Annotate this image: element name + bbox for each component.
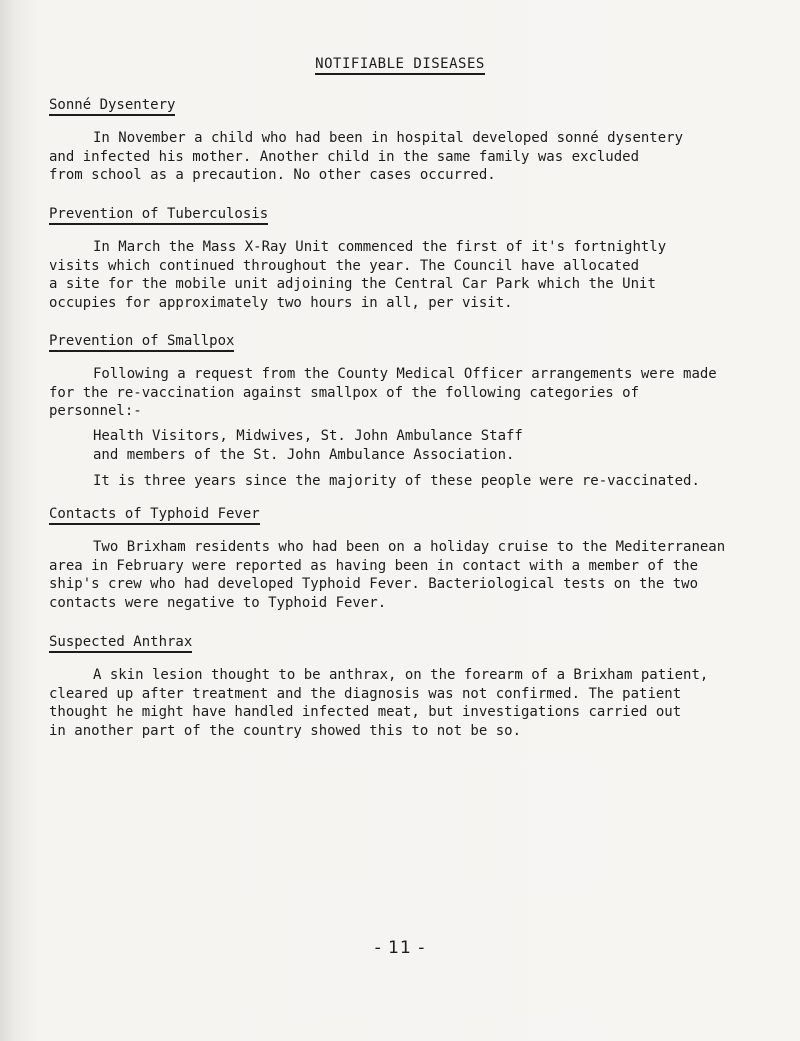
text-line: Following a request from the County Medical Officer arrangements were made [93, 366, 717, 382]
text-line: thought he might have handled infected meat, but investigations carried out [49, 704, 682, 720]
page-title [0, 56, 800, 72]
paragraph-suspected-anthrax [49, 666, 779, 740]
text-line: Health Visitors, Midwives, St. John Ambulance Staff [93, 428, 523, 444]
paragraph-contacts-of-typhoid-fever [49, 538, 779, 612]
text-line: in another part of the country showed this to not be so. [49, 722, 522, 739]
text-line: for the re-vaccination against smallpox of the following categories of [49, 384, 640, 401]
text-line: It is three years since the majority of these people were re-vaccinated. [93, 473, 700, 489]
text-line: Two Brixham residents who had been on a holiday cruise to the Mediterranean [93, 539, 726, 555]
paragraph-smallpox-categories [93, 427, 800, 464]
section-heading-sonne-dysentery: Sonné Dysentery [49, 97, 175, 113]
text-line: personnel:- [49, 403, 142, 419]
paragraph-prevention-of-tuberculosis [49, 238, 779, 312]
text-line: In November a child who had been in hospital developed sonné dysentery [93, 130, 684, 146]
text-line: cleared up after treatment and the diagnosis was not confirmed. The patient [49, 685, 682, 702]
text-line: and members of the St. John Ambulance Association. [93, 446, 515, 463]
text-line: and infected his mother. Another child in the same family was excluded [49, 148, 640, 165]
section-heading-suspected-anthrax: Suspected Anthrax [49, 634, 192, 650]
text-line: In March the Mass X-Ray Unit commenced the first of it's fortnightly [93, 239, 667, 255]
section-heading-prevention-of-tuberculosis: Prevention of Tuberculosis [49, 206, 268, 222]
text-line: visits which continued throughout the year. The Council have allocated [49, 257, 640, 274]
section-heading-contacts-of-typhoid-fever: Contacts of Typhoid Fever [49, 506, 260, 522]
text-line: from school as a precaution. No other cases occurred. [49, 167, 496, 183]
text-line: ship's crew who had developed Typhoid Fever. Bacteriological tests on the two [49, 576, 699, 592]
text-line: occupies for approximately two hours in all, per visit. [49, 294, 513, 311]
page-number: - 11 - [374, 938, 426, 958]
text-line: area in February were reported as having been in contact with a member of the [49, 557, 699, 574]
section-heading-prevention-of-smallpox: Prevention of Smallpox [49, 333, 234, 349]
paragraph-sonne-dysentery [49, 129, 779, 185]
paragraph-smallpox-revaccinated [49, 472, 779, 491]
page-title-text: NOTIFIABLE DISEASES [315, 56, 485, 75]
paragraph-smallpox-request [49, 365, 779, 421]
text-line: a site for the mobile unit adjoining the Central Car Park which the Unit [49, 276, 656, 292]
text-line: contacts were negative to Typhoid Fever. [49, 594, 387, 611]
text-line: A skin lesion thought to be anthrax, on the forearm of a Brixham patient, [93, 667, 709, 683]
